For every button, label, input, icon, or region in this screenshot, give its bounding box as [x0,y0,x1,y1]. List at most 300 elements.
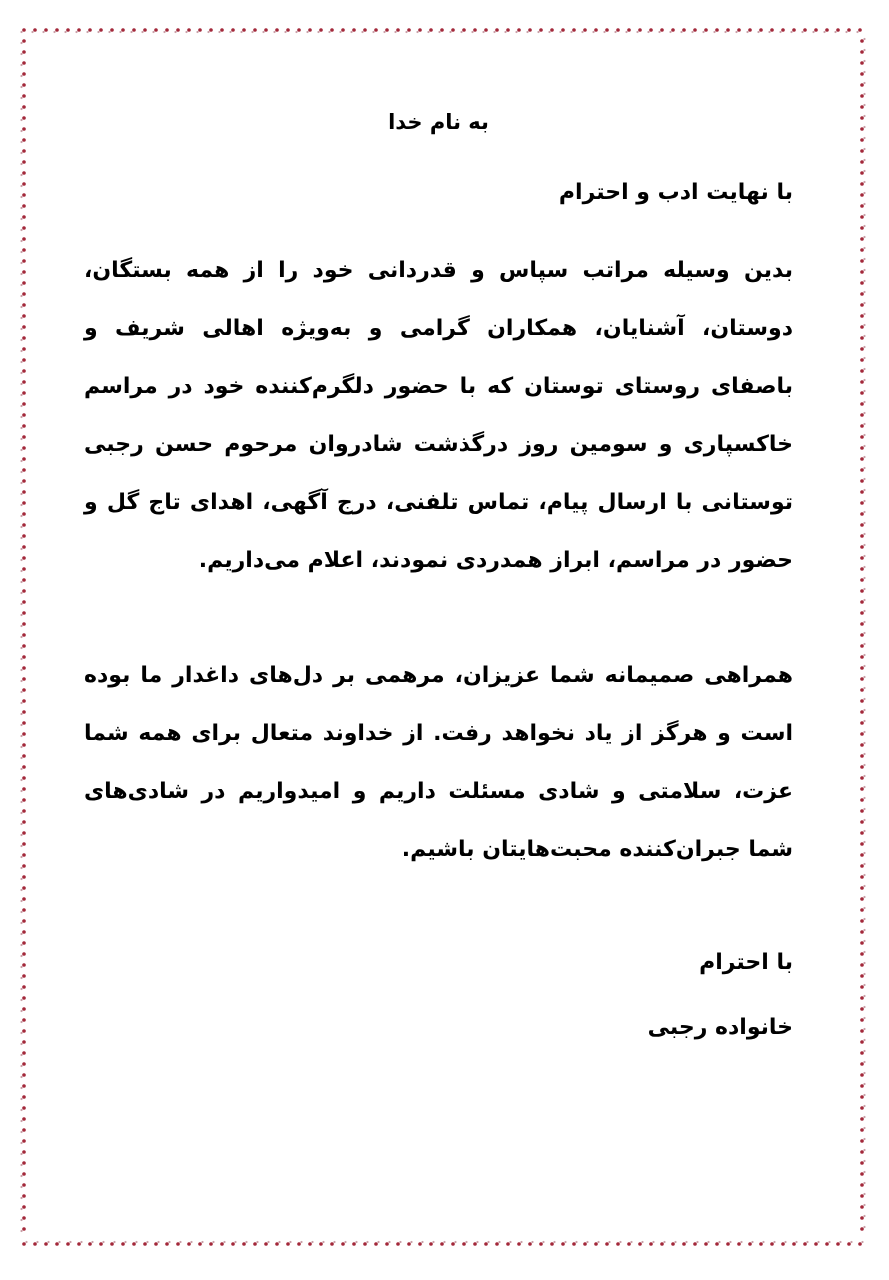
border-motif [20,490,25,495]
border-motif [860,973,865,978]
border-motif [20,215,25,220]
border-motif [726,1241,731,1246]
border-motif [20,61,25,66]
border-motif [860,247,865,252]
border-motif [592,28,597,33]
border-motif [515,28,520,33]
border-motif [20,149,25,154]
border-motif [605,1241,610,1246]
border-motif [860,1138,865,1143]
border-motif [860,951,865,956]
border-motif [860,49,865,54]
border-motif [860,335,865,340]
border-motif [319,1241,324,1246]
border-motif [20,809,25,814]
border-motif [860,357,865,362]
border-motif [42,28,47,33]
border-motif [405,28,410,33]
border-motif [860,566,865,571]
border-motif [20,919,25,924]
border-motif [860,60,865,65]
border-motif [860,885,865,890]
border-motif [394,28,399,33]
border-motif [860,1039,865,1044]
border-motif [860,1116,865,1121]
border-motif [20,358,25,363]
border-motif [860,797,865,802]
border-motif [209,1241,214,1246]
border-motif [363,1241,368,1246]
border-motif [198,1241,203,1246]
border-motif [713,28,718,33]
border-motif [20,545,25,550]
border-motif [174,28,179,33]
border-motif [20,666,25,671]
border-motif [218,28,223,33]
border-motif [20,248,25,253]
border-motif [860,401,865,406]
border-motif [860,137,865,142]
border-motif [20,369,25,374]
border-motif [860,214,865,219]
border-motif [339,28,344,33]
border-motif [20,424,25,429]
border-motif [33,1241,38,1246]
border-motif [77,1241,82,1246]
border-motif [20,875,25,880]
border-motif [295,28,300,33]
border-motif [20,391,25,396]
border-motif [860,104,865,109]
border-motif [649,1241,654,1246]
border-motif [860,654,865,659]
border-motif [860,115,865,120]
border-motif [20,1172,25,1177]
border-motif [20,446,25,451]
border-motif [860,291,865,296]
border-motif [20,1007,25,1012]
border-motif [130,28,135,33]
border-motif [484,1241,489,1246]
border-motif [240,28,245,33]
border-motif [20,138,25,143]
border-motif [20,314,25,319]
border-motif [860,775,865,780]
closing: با احترام [699,950,793,975]
border-motif [825,1241,830,1246]
border-motif [860,467,865,472]
border-motif [31,28,36,33]
border-motif [20,952,25,957]
border-motif [20,556,25,561]
border-motif [372,28,377,33]
border-motif [860,621,865,626]
border-motif [860,412,865,417]
border-motif [860,1215,865,1220]
border-motif [860,918,865,923]
border-motif [814,1241,819,1246]
border-motif [396,1241,401,1246]
border-motif [671,1241,676,1246]
border-motif [860,863,865,868]
border-motif [625,28,630,33]
border-motif [860,368,865,373]
border-motif [860,764,865,769]
border-motif [20,83,25,88]
border-motif [860,1017,865,1022]
border-motif [792,1241,797,1246]
border-motif [121,1241,126,1246]
border-motif [860,511,865,516]
border-motif [20,699,25,704]
border-motif [20,765,25,770]
border-motif [860,709,865,714]
border-motif [462,1241,467,1246]
border-motif [860,1193,865,1198]
border-motif [20,28,25,33]
border-motif [132,1241,137,1246]
border-motif [20,534,25,539]
border-motif [660,1241,665,1246]
border-motif [20,1029,25,1034]
border-motif [20,523,25,528]
border-motif [20,479,25,484]
border-motif [284,28,289,33]
border-motif [20,259,25,264]
border-motif [860,324,865,329]
border-motif [20,1040,25,1045]
border-motif [187,1241,192,1246]
border-motif [823,28,828,33]
border-motif [20,116,25,121]
border-motif [20,1051,25,1056]
border-motif [693,1241,698,1246]
border-motif [860,38,865,43]
border-motif [20,941,25,946]
border-motif [537,28,542,33]
border-motif [790,28,795,33]
border-motif [20,754,25,759]
border-motif [860,786,865,791]
border-motif [636,28,641,33]
signature: خانواده رجبی [647,1015,793,1040]
border-motif [504,28,509,33]
border-motif [196,28,201,33]
border-motif [860,313,865,318]
border-motif [20,1128,25,1133]
border-motif [860,181,865,186]
border-motif [570,28,575,33]
border-motif [20,1205,25,1210]
border-motif [473,1241,478,1246]
border-motif [20,94,25,99]
border-motif [20,611,25,616]
border-motif [748,1241,753,1246]
border-motif [275,1241,280,1246]
border-motif [845,28,850,33]
decorative-border [20,26,866,1248]
border-motif [253,1241,258,1246]
border-motif [20,501,25,506]
border-motif [306,28,311,33]
border-motif [429,1241,434,1246]
border-motif [264,1241,269,1246]
border-motif [856,28,861,33]
border-motif [20,468,25,473]
border-motif [20,435,25,440]
border-motif [20,897,25,902]
border-motif [297,1241,302,1246]
border-motif [860,170,865,175]
border-motif [20,820,25,825]
border-motif [860,874,865,879]
border-motif [860,1050,865,1055]
border-motif [20,105,25,110]
border-motif [20,589,25,594]
border-motif [860,643,865,648]
border-motif [99,1241,104,1246]
border-motif [493,28,498,33]
border-motif [691,28,696,33]
border-motif [627,1241,632,1246]
border-motif [20,985,25,990]
border-motif [20,347,25,352]
border-motif [143,1241,148,1246]
border-motif [860,808,865,813]
border-motif [88,1241,93,1246]
border-motif [834,28,839,33]
border-motif [20,182,25,187]
border-motif [20,1216,25,1221]
border-motif [20,1139,25,1144]
border-motif [20,787,25,792]
border-motif [647,28,652,33]
border-motif [860,599,865,604]
border-motif [20,270,25,275]
border-motif [20,732,25,737]
border-motif [20,1150,25,1155]
border-motif [20,457,25,462]
border-motif [860,1171,865,1176]
border-motif [724,28,729,33]
border-motif [273,28,278,33]
border-motif [20,1194,25,1199]
salutation: با نهایت ادب و احترام [558,180,793,205]
border-motif [860,665,865,670]
border-motif [97,28,102,33]
border-motif [860,93,865,98]
border-motif [757,28,762,33]
border-motif [308,1241,313,1246]
page-title: به نام خدا [388,110,489,134]
border-motif [352,1241,357,1246]
border-motif [858,1241,863,1246]
border-motif [20,886,25,891]
border-motif [860,489,865,494]
border-motif [860,1105,865,1110]
border-motif [416,28,421,33]
border-motif [20,512,25,517]
border-motif [385,1241,390,1246]
border-motif [669,28,674,33]
border-motif [860,995,865,1000]
border-motif [20,831,25,836]
border-motif [20,204,25,209]
border-motif [860,533,865,538]
border-motif [860,82,865,87]
border-motif [220,1241,225,1246]
border-motif [20,908,25,913]
border-motif [75,28,80,33]
border-motif [341,1241,346,1246]
border-motif [860,478,865,483]
border-motif [383,28,388,33]
border-motif [108,28,113,33]
border-motif [20,578,25,583]
border-motif [495,1241,500,1246]
border-motif [20,567,25,572]
border-motif [141,28,146,33]
border-motif [860,1160,865,1165]
border-motif [768,28,773,33]
border-motif [20,1073,25,1078]
border-motif [860,456,865,461]
border-motif [860,236,865,241]
border-motif [20,864,25,869]
border-motif [64,28,69,33]
border-motif [482,28,487,33]
border-motif [860,445,865,450]
border-motif [20,336,25,341]
border-motif [682,1241,687,1246]
border-motif [262,28,267,33]
border-motif [550,1241,555,1246]
border-motif [20,798,25,803]
border-motif [407,1241,412,1246]
border-motif [860,192,865,197]
border-motif [860,148,865,153]
border-motif [847,1241,852,1246]
border-motif [616,1241,621,1246]
border-motif [860,555,865,560]
border-motif [66,1241,71,1246]
border-motif [20,1018,25,1023]
border-motif [860,126,865,131]
border-motif [801,28,806,33]
border-motif [20,1062,25,1067]
border-motif [759,1241,764,1246]
border-motif [860,962,865,967]
border-motif [572,1241,577,1246]
border-motif [860,225,865,230]
border-motif [860,1204,865,1209]
border-motif [55,1241,60,1246]
border-motif [20,325,25,330]
border-motif [860,742,865,747]
border-motif [779,28,784,33]
border-motif [594,1241,599,1246]
border-motif [539,1241,544,1246]
border-motif [20,688,25,693]
border-motif [860,1127,865,1132]
border-motif [242,1241,247,1246]
border-motif [860,940,865,945]
border-motif [286,1241,291,1246]
border-motif [860,896,865,901]
border-motif [119,28,124,33]
border-motif [860,632,865,637]
border-motif [20,1084,25,1089]
border-motif [860,698,865,703]
border-motif [20,996,25,1001]
border-motif [860,1226,865,1231]
border-motif [330,1241,335,1246]
border-motif [860,907,865,912]
border-motif [860,1072,865,1077]
border-motif [603,28,608,33]
border-motif [860,203,865,208]
border-motif [20,127,25,132]
border-motif [251,28,256,33]
border-motif [20,237,25,242]
border-motif [860,720,865,725]
border-motif [20,974,25,979]
border-motif [526,28,531,33]
border-motif [20,50,25,55]
border-motif [20,622,25,627]
border-motif [860,1028,865,1033]
border-motif [20,600,25,605]
border-motif [860,1149,865,1154]
border-motif [517,1241,522,1246]
border-motif [20,853,25,858]
border-motif [20,743,25,748]
border-motif [20,644,25,649]
border-motif [427,28,432,33]
border-motif [860,544,865,549]
border-motif [812,28,817,33]
border-motif [860,676,865,681]
border-motif [20,1227,25,1232]
border-motif [860,687,865,692]
border-motif [860,731,865,736]
border-motif [860,753,865,758]
border-motif [770,1241,775,1246]
border-motif [638,1241,643,1246]
border-motif [86,28,91,33]
border-motif [860,269,865,274]
border-motif [860,346,865,351]
border-motif [581,28,586,33]
border-motif [185,28,190,33]
border-motif [418,1241,423,1246]
border-motif [350,28,355,33]
border-motif [860,1061,865,1066]
border-motif [20,1106,25,1111]
border-motif [860,929,865,934]
border-motif [165,1241,170,1246]
border-motif [154,1241,159,1246]
border-motif [20,193,25,198]
floral-border-icon [20,26,866,1248]
border-motif [548,28,553,33]
border-motif [860,522,865,527]
border-motif [438,28,443,33]
border-motif [860,841,865,846]
paragraph-gratitude: بدین وسیله مراتب سپاس و قدردانی خود را از همه بستگان، دوستان، آشنایان، همکاران گرامی و به‌ویژه اهالی شریف و باصفای روستای توستان که با حضور دلگرم‌کننده خود در مراسم خاکسپاری و سومین روز درگذشت شادروان مرحوم حسن رجبی توستانی با ارسال پیام، تماس تلفنی، درج آگهی، اهدای تاج گل و حضور در مراسم، ابراز همدردی نمودند، اعلام می‌داریم. [84,258,793,573]
border-motif [317,28,322,33]
border-motif [658,28,663,33]
